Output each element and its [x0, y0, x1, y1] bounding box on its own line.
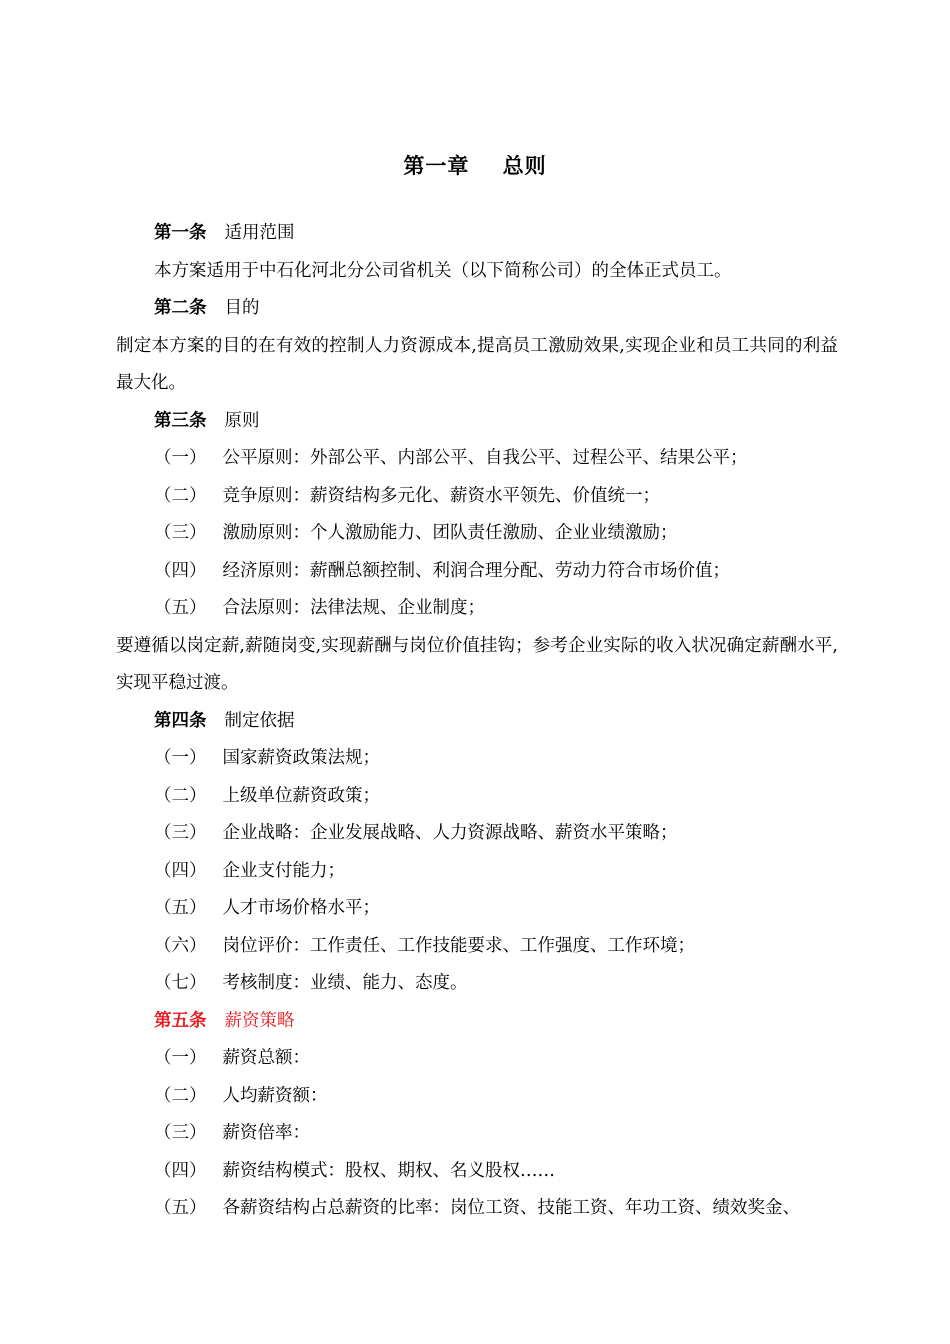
list-item: [116, 1040, 838, 1078]
list-item: [116, 515, 838, 553]
list-item: [116, 965, 838, 1003]
item-text: 考核制度：业绩、能力、态度。: [222, 973, 468, 993]
list-item: [116, 553, 838, 591]
item-number: （二）: [154, 485, 207, 506]
list-item: [116, 740, 838, 778]
item-number: （三）: [154, 823, 207, 843]
item-number: （五）: [154, 1198, 207, 1218]
item-number: （一）: [154, 448, 207, 468]
item-number: （三）: [154, 1123, 207, 1143]
item-text: 竞争原则：薪资结构多元化、薪资水平领先、价值统一；: [222, 485, 660, 506]
item-text: 合法原则：法律法规、企业制度；: [222, 598, 485, 618]
list-item: [116, 778, 838, 816]
item-number: （四）: [154, 560, 207, 581]
article-title: 薪资策略: [224, 1010, 295, 1031]
chapter-title: 第一章 总则: [403, 154, 547, 178]
article-label: 第四条: [154, 710, 207, 731]
list-item: [116, 1115, 838, 1153]
item-number: （四）: [154, 860, 207, 881]
article-4-heading: [116, 703, 838, 741]
article-title: 适用范围: [224, 223, 295, 243]
article-2-heading: [116, 290, 838, 328]
item-number: （一）: [154, 1048, 207, 1068]
item-text: 经济原则：薪酬总额控制、利润合理分配、劳动力符合市场价值；: [222, 560, 730, 581]
list-item: [116, 1153, 838, 1191]
list-item: [116, 1190, 838, 1228]
item-text: 各薪资结构占总薪资的比率：岗位工资、技能工资、年功工资、绩效奖金、: [222, 1198, 800, 1218]
item-text: 人才市场价格水平；: [222, 898, 380, 918]
article-label: 第二条: [154, 298, 207, 318]
item-number: （一）: [154, 748, 207, 768]
item-text: 岗位评价：工作责任、工作技能要求、工作强度、工作环境；: [222, 935, 695, 956]
article-title: 原则: [224, 410, 260, 431]
item-text: 公平原则：外部公平、内部公平、自我公平、过程公平、结果公平；: [222, 448, 748, 468]
article-label: 第一条: [154, 223, 207, 243]
item-text: 薪资总额：: [222, 1048, 310, 1068]
item-number: （六）: [154, 935, 207, 956]
list-item: [116, 928, 838, 966]
item-number: （七）: [154, 973, 207, 993]
list-item: [116, 1078, 838, 1116]
article-3-note: 要遵循以岗定薪,薪随岗变,实现薪酬与岗位价值挂钩；参考企业实际的收入状况确定薪酬水平,实现平稳过渡。: [116, 635, 838, 693]
item-text: 薪资结构模式：股权、期权、名义股权……: [222, 1160, 555, 1181]
list-item: [116, 440, 838, 478]
article-title: 制定依据: [224, 710, 295, 731]
item-text: 上级单位薪资政策；: [222, 785, 380, 806]
item-number: （二）: [154, 1085, 207, 1106]
item-text: 薪资倍率：: [222, 1123, 310, 1143]
item-number: （五）: [154, 898, 207, 918]
list-item: [116, 590, 838, 628]
article-1-text: 本方案适用于中石化河北分公司省机关（以下简称公司）的全体正式员工。: [154, 260, 732, 281]
list-item: [116, 890, 838, 928]
item-number: （四）: [154, 1160, 207, 1181]
item-number: （五）: [154, 598, 207, 618]
list-item: [116, 815, 838, 853]
article-1-heading: [116, 215, 838, 253]
list-item: [116, 478, 838, 516]
item-text: 国家薪资政策法规；: [222, 748, 380, 768]
item-number: （二）: [154, 785, 207, 806]
article-2-text: 制定本方案的目的在有效的控制人力资源成本,提高员工激励效果,实现企业和员工共同的利益最大化。: [116, 335, 838, 393]
article-title: 目的: [224, 298, 260, 318]
list-item: [116, 853, 838, 891]
item-number: （三）: [154, 523, 207, 543]
item-text: 激励原则：个人激励能力、团队责任激励、企业业绩激励；: [222, 523, 678, 543]
article-label: 第五条: [154, 1010, 207, 1031]
article-3-heading: [116, 403, 838, 441]
article-5-heading: [116, 1003, 838, 1041]
item-text: 人均薪资额：: [222, 1085, 328, 1106]
item-text: 企业战略：企业发展战略、人力资源战略、薪资水平策略；: [222, 823, 678, 843]
item-text: 企业支付能力；: [222, 860, 345, 881]
document-body: [116, 215, 838, 1228]
article-label: 第三条: [154, 410, 207, 431]
